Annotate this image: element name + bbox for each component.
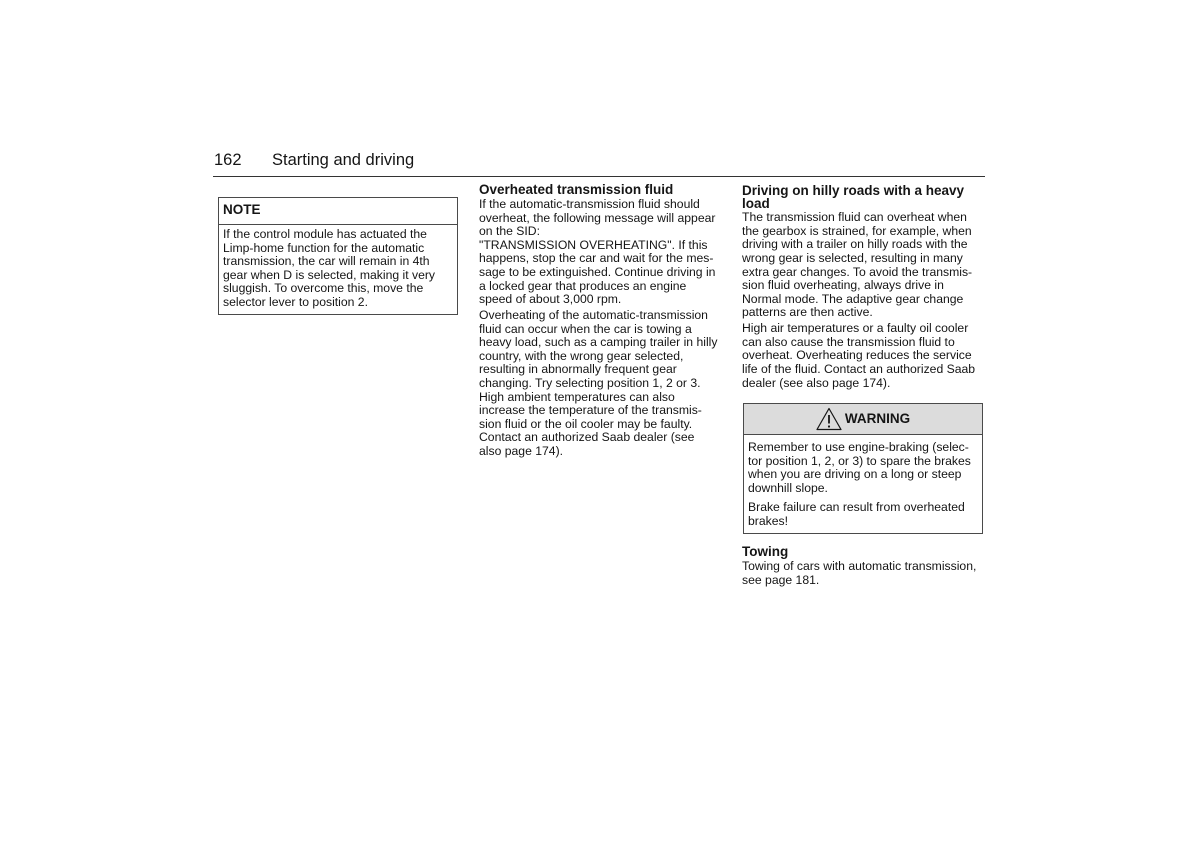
hilly-roads-heading: Driving on hilly roads with a heavy load	[742, 182, 965, 211]
overheated-paragraph-2: Overheating of the automatic-transmission fluid can occur when the car is towing a heavy load, such as a camping trailer in hilly country, with the wrong gear selected, resulting in abnormally frequent gear changing. Try selecting position 1, 2 or 3. High ambient temperatures can also increase the temperature of the transmis- sion fluid or the oil cooler may be faulty. Contact an authorized Saab dealer (see also page 174).	[479, 308, 718, 458]
overheated-paragraph-1: If the automatic-transmission fluid should overheat, the following message will appear on the SID: "TRANSMISSION OVERHEATING". If this happens, stop the car and wait for the mes- sage to be extinguished. Continue driving in a locked gear that produces an engine speed of about 3,000 rpm.	[479, 197, 716, 307]
note-box	[218, 197, 458, 315]
header-rule	[213, 176, 985, 177]
note-body: If the control module has actuated the Limp-home function for the automatic transmission, the car will remain in 4th gear when D is selected, making it very sluggish. To overcome this, move the selector lever to position 2.	[223, 227, 436, 309]
towing-heading: Towing	[742, 544, 789, 559]
warning-header	[744, 404, 982, 435]
overheated-heading: Overheated transmission fluid	[479, 182, 674, 197]
hilly-roads-paragraph-2: High air temperatures or a faulty oil cooler can also cause the transmission fluid to overheat. Overheating reduces the service life of the fluid. Contact an authorized Saab dealer (see also page 174).	[742, 321, 976, 390]
warning-paragraph-2: Brake failure can result from overheated brakes!	[748, 500, 965, 528]
warning-paragraph-1: Remember to use engine-braking (selec- tor position 1, 2, or 3) to spare the brakes when you are driving on a long or steep downhill slope.	[748, 440, 971, 495]
note-title: NOTE	[223, 202, 261, 217]
warning-box	[743, 403, 983, 534]
page-number: 162	[214, 151, 242, 169]
note-divider	[219, 224, 457, 225]
hilly-roads-paragraph-1: The transmission fluid can overheat when the gearbox is strained, for example, when driving with a trailer on hilly roads with the wrong gear is selected, resulting in many extra gear changes. To avoid the transmis- sion fluid overheating, always drive in Normal mode. The adaptive gear change patterns are then active.	[742, 210, 973, 320]
warning-triangle-icon	[816, 407, 842, 431]
section-title: Starting and driving	[272, 151, 415, 169]
warning-title: WARNING	[844, 411, 911, 426]
towing-body: Towing of cars with automatic transmission, see page 181.	[742, 559, 977, 587]
